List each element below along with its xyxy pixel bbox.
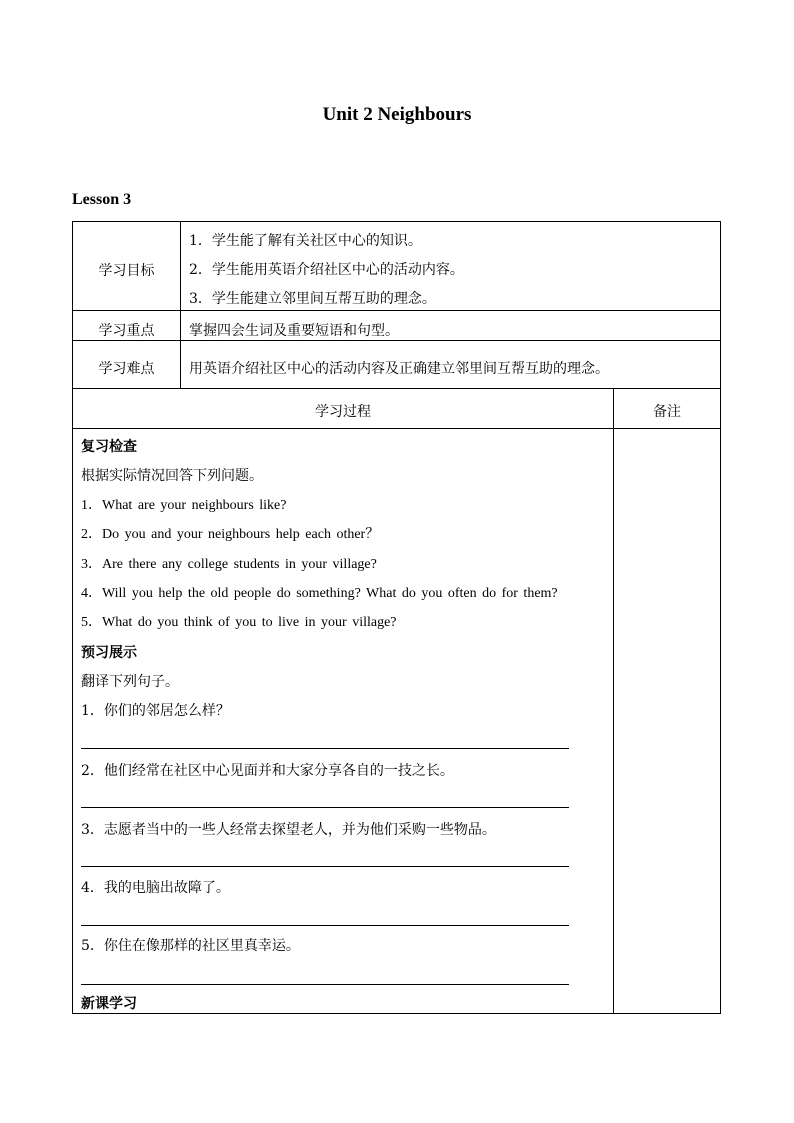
preview-instruction: 翻译下列句子。 <box>81 674 179 690</box>
review-question: 4．Will you help the old people do something? What do you often do for them? <box>81 586 558 601</box>
difficult-points-label: 学习难点 <box>98 361 155 377</box>
goal-item: 1．学生能了解有关社区中心的知识。 <box>189 233 422 249</box>
review-question: 5．What do you think of you to live in your village? <box>81 615 397 630</box>
key-points-text: 掌握四会生词及重要短语和句型。 <box>189 323 399 339</box>
answer-blank-line[interactable] <box>81 925 569 926</box>
row-divider-difficult <box>73 388 720 389</box>
lesson-heading: Lesson 3 <box>72 191 132 208</box>
row-divider-goals <box>73 310 720 311</box>
goals-label: 学习目标 <box>98 263 155 279</box>
difficult-points-text: 用英语介绍社区中心的活动内容及正确建立邻里间互帮互助的理念。 <box>189 361 609 377</box>
translation-sentence: 2．他们经常在社区中心见面并和大家分享各自的一技之长。 <box>81 763 454 779</box>
goal-item: 3．学生能建立邻里间互帮互助的理念。 <box>189 291 436 307</box>
review-question: 3．Are there any college students in your village? <box>81 557 377 572</box>
review-question: 1．What are your neighbours like? <box>81 498 287 513</box>
answer-blank-line[interactable] <box>81 748 569 749</box>
notes-header: 备注 <box>653 404 681 420</box>
translation-sentence: 4．我的电脑出故障了。 <box>81 880 230 896</box>
translation-sentence: 5．你住在像那样的社区里真幸运。 <box>81 938 300 954</box>
review-heading: 复习检查 <box>81 439 137 455</box>
row-divider-process-header <box>73 428 720 429</box>
review-instruction: 根据实际情况回答下列问题。 <box>81 468 263 484</box>
translation-sentence: 1．你们的邻居怎么样？ <box>81 703 230 719</box>
key-points-label: 学习重点 <box>98 323 155 339</box>
answer-blank-line[interactable] <box>81 866 569 867</box>
goal-item: 2．学生能用英语介绍社区中心的活动内容。 <box>189 262 464 278</box>
review-question: 2．Do you and your neighbours help each other？ <box>81 527 380 542</box>
preview-heading: 预习展示 <box>81 645 137 661</box>
new-lesson-heading: 新课学习 <box>81 996 137 1012</box>
row-divider-key <box>73 340 720 341</box>
notes-column-divider <box>613 388 614 1014</box>
label-column-divider <box>180 222 181 388</box>
document-title: Unit 2 Neighbours <box>322 104 472 125</box>
answer-blank-line[interactable] <box>81 807 569 808</box>
translation-sentence: 3．志愿者当中的一些人经常去探望老人，并为他们采购一些物品。 <box>81 822 496 838</box>
answer-blank-line[interactable] <box>81 984 569 985</box>
process-header: 学习过程 <box>315 404 371 420</box>
lesson-plan-table <box>72 221 721 1014</box>
